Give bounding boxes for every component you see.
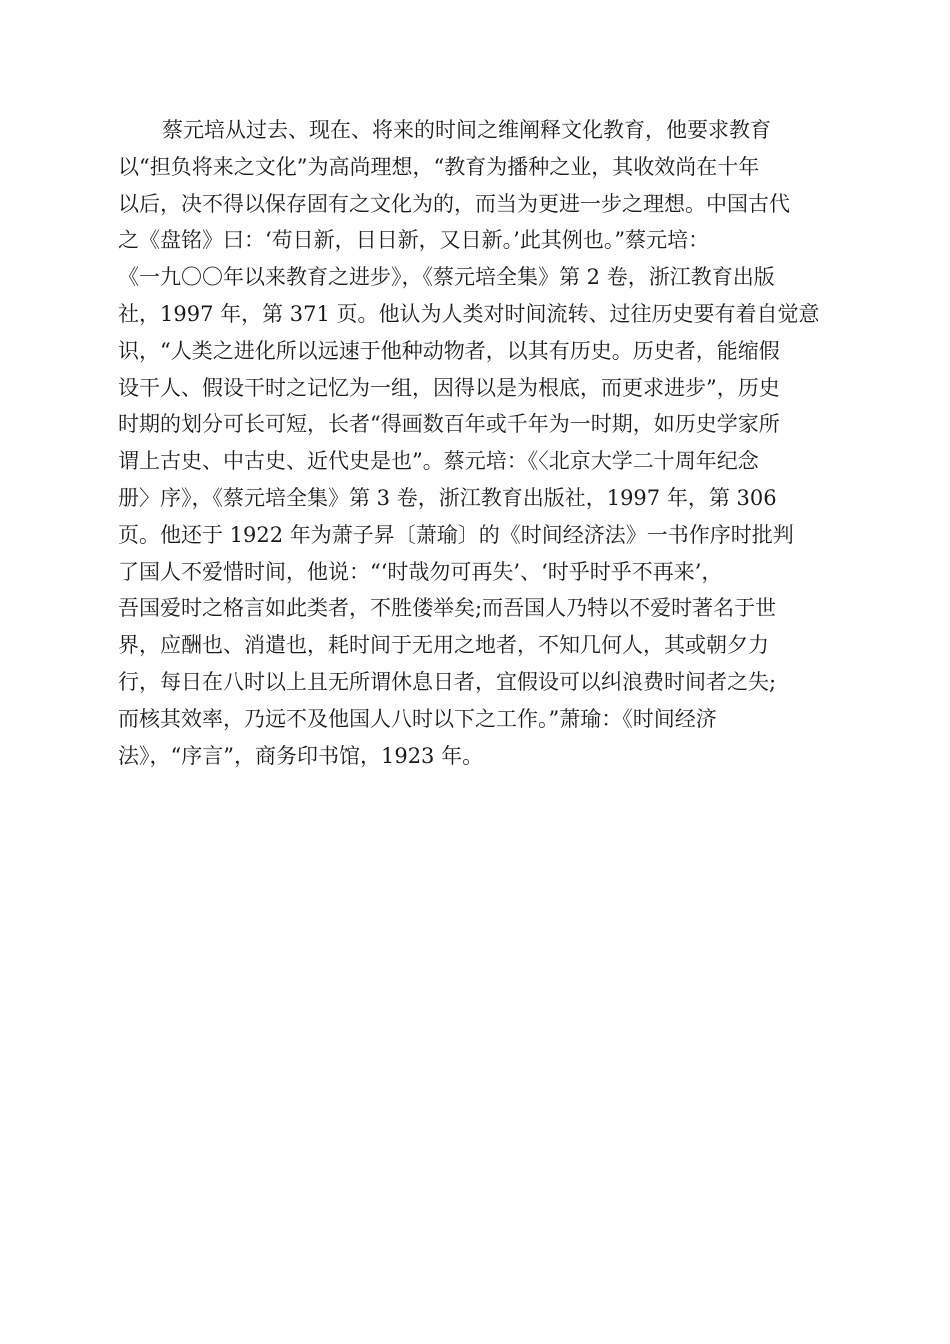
paragraph-line: 蔡元培从过去、现在、将来的时间之维阐释文化教育，他要求教育 — [162, 118, 771, 142]
paragraph-line: 法》，“序言”，商务印书馆，1923 年。 — [118, 743, 484, 768]
paragraph-line: 了国人不爱惜时间，他说：“‘时哉勿可再失’、‘时乎时乎不再来’， — [118, 559, 723, 584]
paragraph-line: 界，应酬也、消遣也，耗时间于无用之地者，不知几何人，其或朝夕力 — [118, 633, 769, 658]
paragraph-line: 时期的划分可长可短，长者“得画数百年或千年为一时期，如历史学家所 — [118, 412, 780, 437]
paragraph-line: 而核其效率，乃远不及他国人八时以下之工作。”萧瑜：《时间经济 — [118, 706, 717, 731]
paragraph-line: 吾国爱时之格言如此类者，不胜偻举矣;而吾国人乃特以不爱时著名于世 — [118, 596, 777, 621]
paragraph-line: 社，1997 年，第 371 页。他认为人类对时间流转、过往历史要有着自觉意 — [118, 301, 820, 326]
paragraph-line: 以后，决不得以保存固有之文化为的，而当为更进一步之理想。中国古代 — [118, 191, 790, 216]
paragraph-line: 设干人、假设干时之记忆为一组，因得以是为根底，而更求进步”，历史 — [118, 375, 780, 400]
paragraph-line: 识，“人类之进化所以远速于他种动物者，以其有历史。历史者，能缩假 — [118, 338, 780, 363]
paragraph-line: 以“担负将来之文化”为高尚理想，“教育为播种之业，其收效尚在十年 — [118, 154, 760, 179]
paragraph-line: 之《盘铭》曰：‘苟日新，日日新，又日新。’此其例也。”蔡元培： — [118, 228, 710, 253]
paragraph-line: 行，每日在八时以上且无所谓休息日者，宜假设可以纠浪费时间者之失; — [118, 669, 777, 694]
paragraph-line: 页。他还于 1922 年为萧子昇〔萧瑜〕的《时间经济法》一书作序时批判 — [118, 522, 794, 547]
paragraph-line: 谓上古史、中古史、近代史是也”。蔡元培：《〈北京大学二十周年纪念 — [118, 449, 759, 474]
body-paragraph — [118, 112, 838, 774]
paragraph-line: 册〉序》，《蔡元培全集》第 3 卷，浙江教育出版社，1997 年，第 306 — [118, 485, 777, 510]
paragraph-line: 《一九〇〇年以来教育之进步》，《蔡元培全集》第 2 卷，浙江教育出版 — [118, 265, 775, 290]
